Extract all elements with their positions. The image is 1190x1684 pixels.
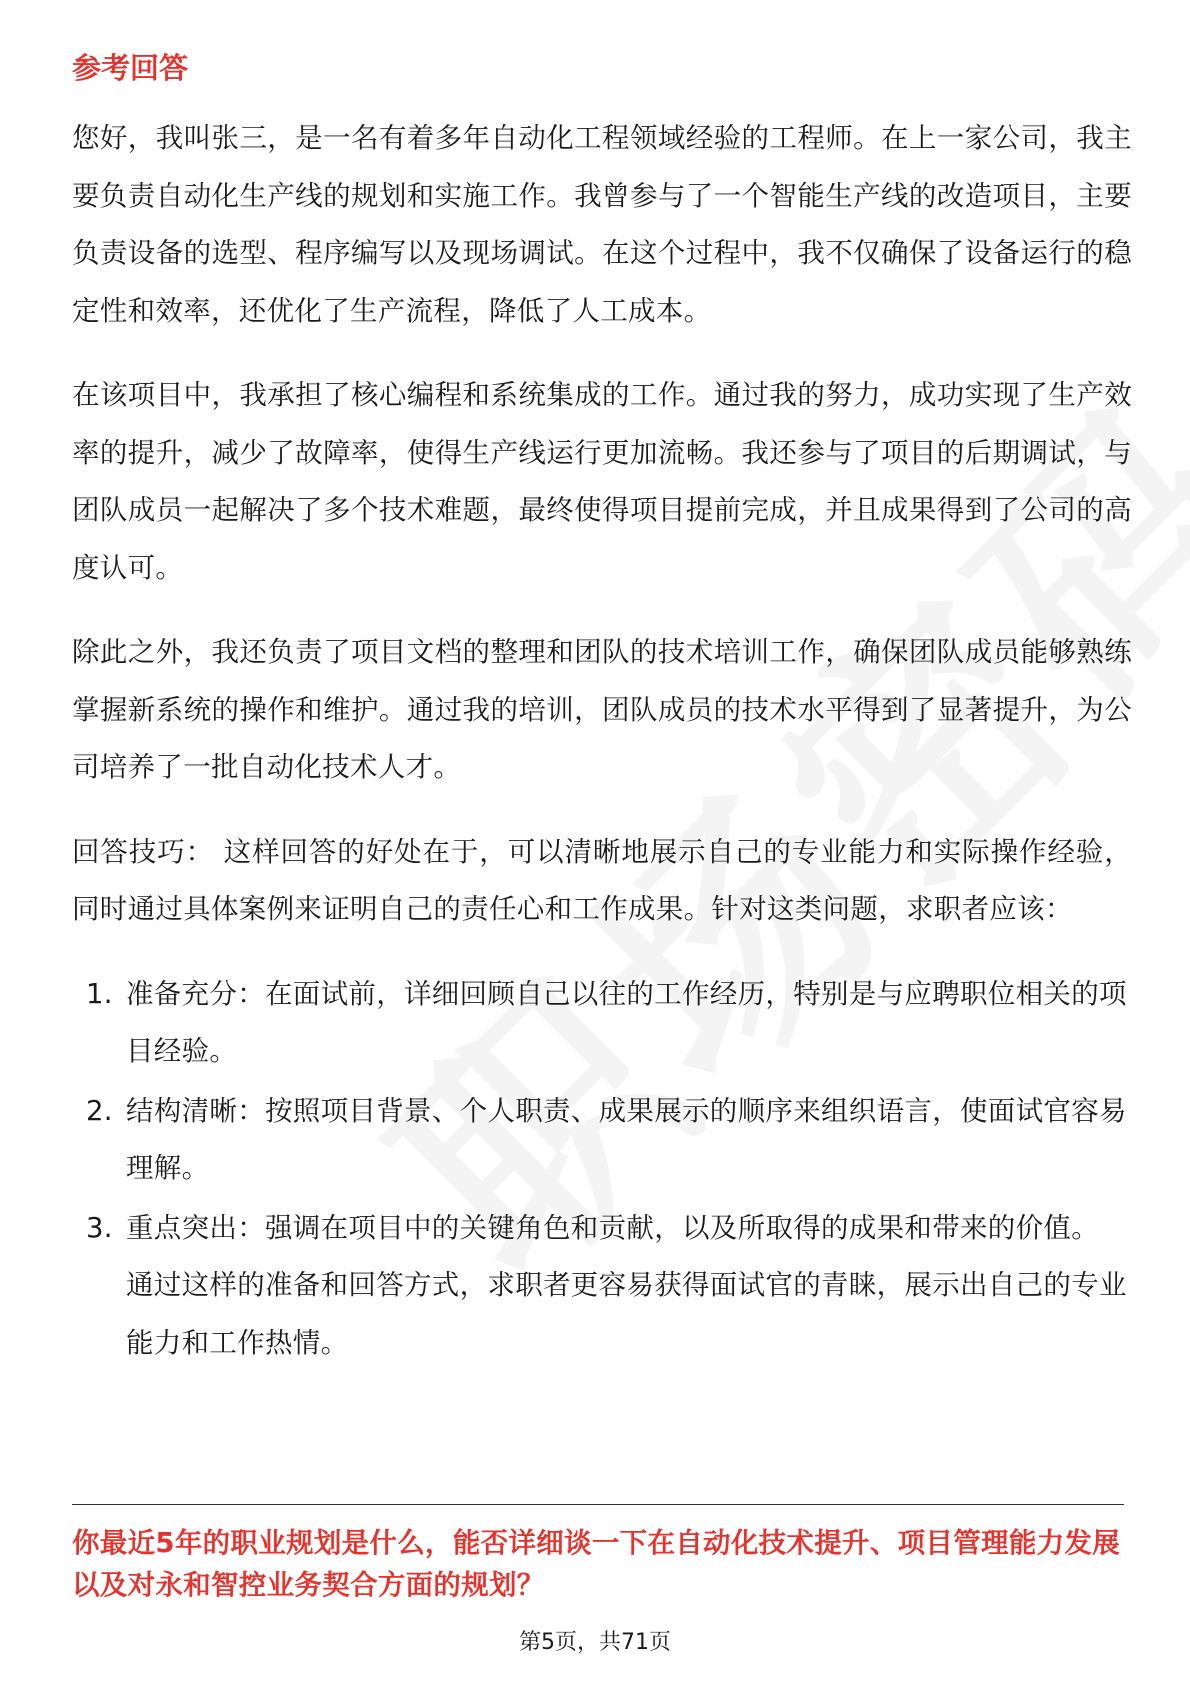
- list-text: 重点突出：强调在项目中的关键角色和贡献，以及所取得的成果和带来的价值。 通过这样的准备和回答方式，求职者更容易获得面试官的青睐，展示出自己的专业能力和工作热情。: [126, 1211, 1127, 1359]
- answer-tips-intro: 回答技巧： 这样回答的好处在于，可以清晰地展示自己的专业能力和实际操作经验，同时通过具体案例来证明自己的责任心和工作成果。针对这类问题，求职者应该：: [72, 835, 1132, 925]
- answer-paragraph-2: 在该项目中，我承担了核心编程和系统集成的工作。通过我的努力，成功实现了生产效率的提升，减少了故障率，使得生产线运行更加流畅。我还参与了项目的后期调试，与团队成员一起解决了多个技术难题，最终使得项目提前完成，并且成果得到了公司的高度认可。: [72, 379, 1132, 584]
- tips-list: [72, 966, 1132, 1373]
- section-heading: 参考回答: [72, 51, 189, 85]
- list-item: [72, 966, 1132, 1081]
- document-body: [72, 48, 1132, 1374]
- list-text: 结构清晰：按照项目背景、个人职责、成果展示的顺序来组织语言，使面试官容易理解。: [126, 1094, 1127, 1184]
- list-number: 2.: [86, 1094, 113, 1127]
- list-number: 1.: [86, 977, 113, 1010]
- answer-paragraph-1: 您好，我叫张三，是一名有着多年自动化工程领域经验的工程师。在上一家公司，我主要负责自动化生产线的规划和实施工作。我曾参与了一个智能生产线的改造项目，主要负责设备的选型、程序编写以及现场调试。在这个过程中，我不仅确保了设备运行的稳定性和效率，还优化了生产流程，降低了人工成本。: [72, 122, 1132, 327]
- answer-paragraph-3: 除此之外，我还负责了项目文档的整理和团队的技术培训工作，确保团队成员能够熟练掌握新系统的操作和维护。通过我的培训，团队成员的技术水平得到了显著提升，为公司培养了一批自动化技术人才。: [72, 636, 1132, 783]
- page-number: 第5页，共71页: [519, 1630, 671, 1655]
- list-item: [72, 1200, 1132, 1373]
- divider: [72, 1504, 1124, 1505]
- list-number: 3.: [86, 1211, 113, 1244]
- list-text: 准备充分：在面试前，详细回顾自己以往的工作经历，特别是与应聘职位相关的项目经验。: [126, 977, 1127, 1067]
- list-item: [72, 1083, 1132, 1198]
- next-question: 你最近5年的职业规划是什么，能否详细谈一下在自动化技术提升、项目管理能力发展以及对永和智控业务契合方面的规划？: [72, 1527, 1121, 1601]
